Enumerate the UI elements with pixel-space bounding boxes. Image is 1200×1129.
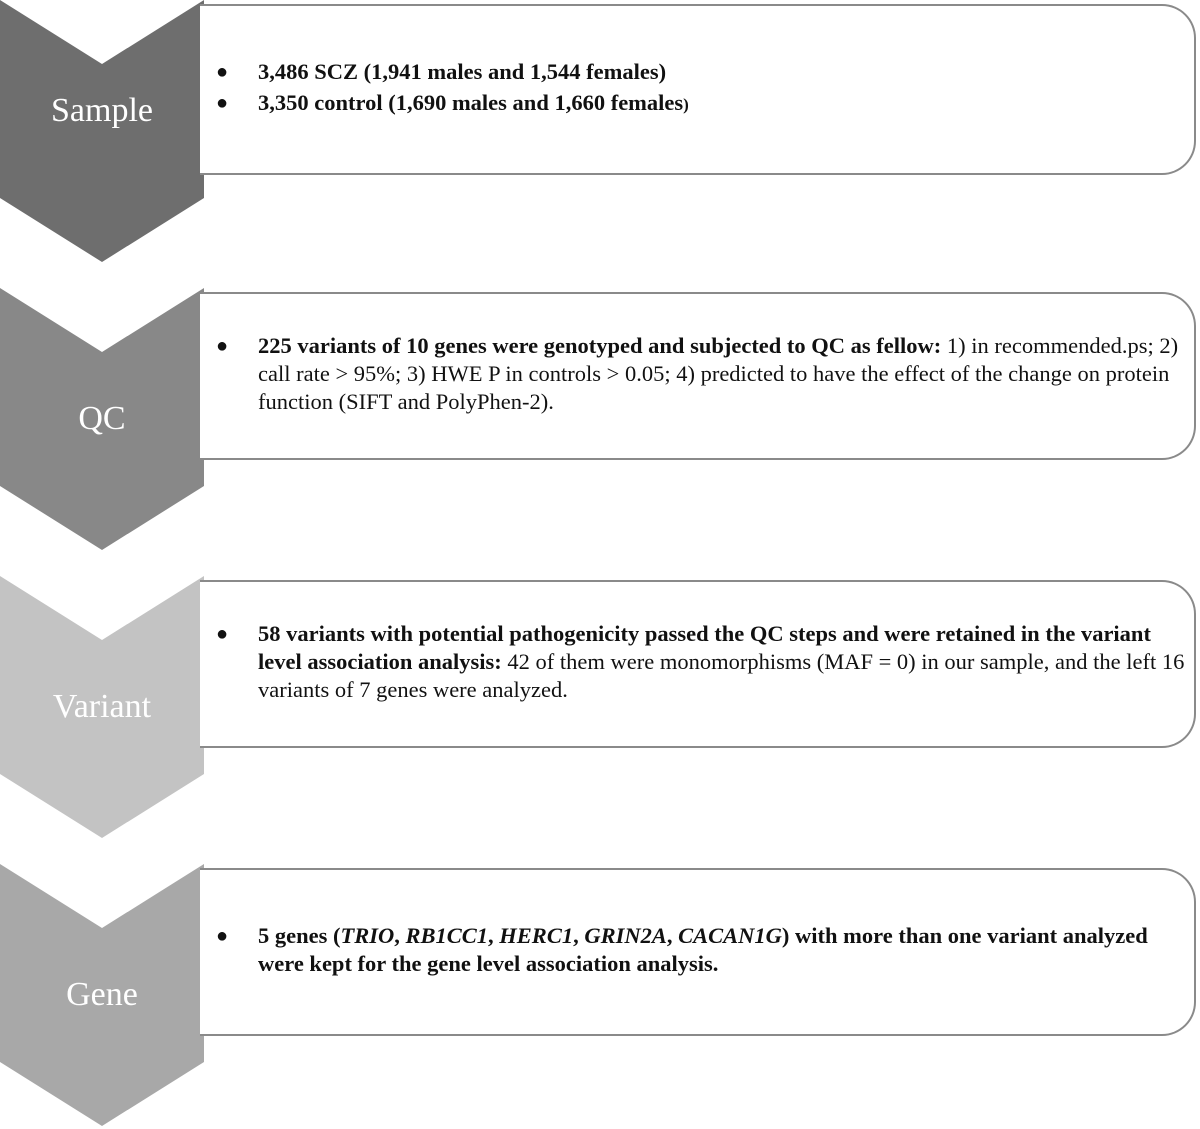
stage-sample bbox=[0, 0, 1200, 265]
qc-bullet-1-rest: 1) in recommended.ps; 2) call rate > 95%; 3) HWE P in controls > 0.05; 4) predicted to have the effect of the change on protein function (SIFT and PolyPhen-2). bbox=[258, 333, 1179, 414]
bullet-dot: ● bbox=[216, 61, 229, 83]
bullet-dot: ● bbox=[216, 92, 229, 114]
gene-sep: , bbox=[573, 923, 585, 948]
qc-bullet-1 bbox=[216, 332, 1194, 416]
qc-bullet-1-bold: 225 variants of 10 genes were genotyped and subjected to QC as fellow: bbox=[258, 333, 942, 358]
gene-name-trio: TRIO bbox=[340, 923, 395, 948]
gene-sep: , bbox=[394, 923, 406, 948]
stage-label-gene: Gene bbox=[66, 976, 138, 1013]
sample-bullet-2-text: 3,350 control (1,690 males and 1,660 females bbox=[258, 90, 684, 115]
sample-bullet-2 bbox=[216, 89, 1194, 119]
stage-variant bbox=[0, 576, 1200, 841]
bullet-dot: ● bbox=[216, 623, 229, 645]
gene-name-cacan1g: CACAN1G bbox=[678, 923, 782, 948]
gene-text-prefix: 5 genes ( bbox=[258, 923, 341, 948]
sample-chevron bbox=[0, 0, 206, 265]
gene-text-suffix: ) with more than one variant analyzed were kept for the gene level association analysis. bbox=[258, 923, 1148, 976]
sample-chevron-shape bbox=[0, 0, 204, 262]
gene-name-herc1: HERC1 bbox=[499, 923, 574, 948]
variant-bullet-1 bbox=[216, 620, 1194, 704]
gene-bullet-1 bbox=[216, 922, 1194, 978]
gene-name-rb1cc1: RB1CC1 bbox=[405, 923, 489, 948]
bullet-dot: ● bbox=[216, 925, 229, 947]
gene-sep: , bbox=[488, 923, 500, 948]
gene-name-grin2a: GRIN2A bbox=[584, 923, 667, 948]
gene-sep: , bbox=[666, 923, 679, 948]
stage-label-qc: QC bbox=[78, 400, 126, 437]
sample-bullet-1 bbox=[216, 58, 1194, 86]
stage-label-sample: Sample bbox=[51, 92, 153, 129]
stage-label-variant: Variant bbox=[52, 688, 152, 725]
sample-bullet-2-tail: ) bbox=[683, 95, 689, 114]
gene-bullet-1-text bbox=[258, 923, 1148, 976]
stage-gene bbox=[0, 864, 1200, 1129]
sample-bullet-1-text: 3,486 SCZ (1,941 males and 1,544 females) bbox=[258, 59, 667, 84]
variant-bullet-1-rest: 42 of them were monomorphisms (MAF = 0) in our sample, and the left 16 variants of 7 genes were analyzed. bbox=[258, 649, 1185, 702]
bullet-dot: ● bbox=[216, 335, 229, 357]
variant-bullet-1-bold: 58 variants with potential pathogenicity passed the QC steps and were retained in the variant level association analysis: bbox=[258, 621, 1151, 674]
stage-qc bbox=[0, 288, 1200, 553]
